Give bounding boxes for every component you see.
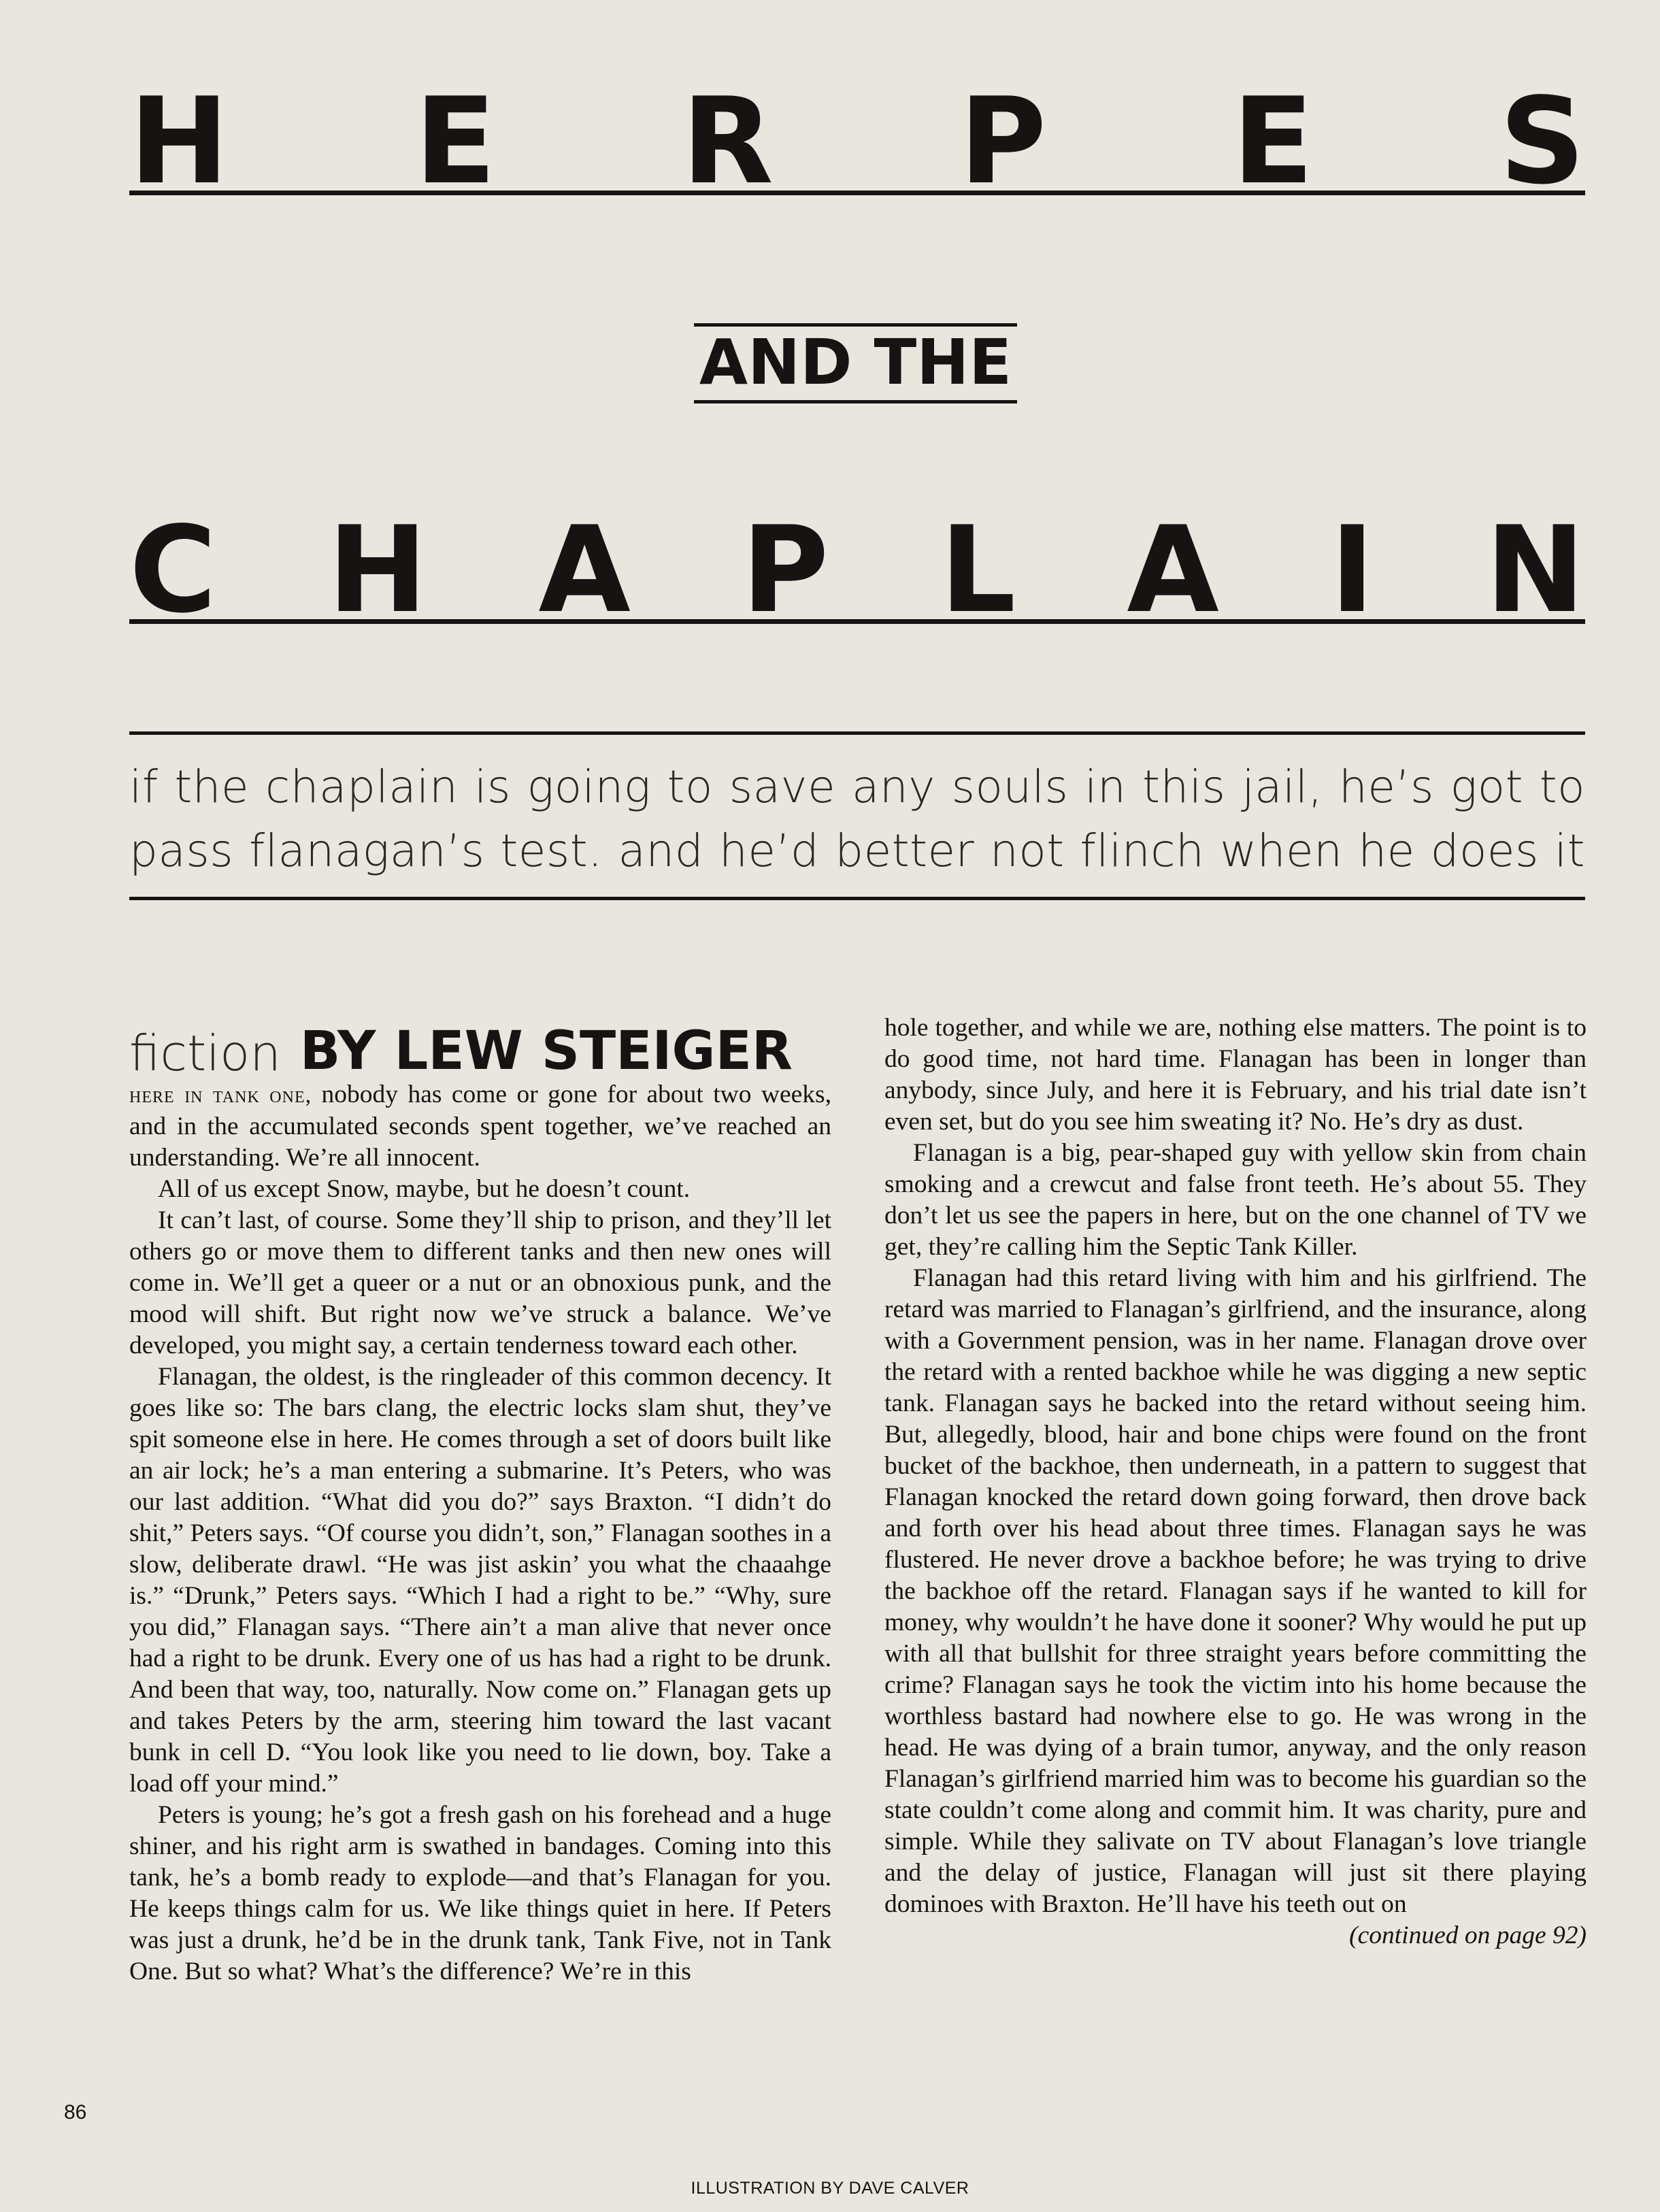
paragraph: hole together, and while we are, nothing else matters. The point is to do good time, not hard time. Flanagan has been in longer than anybody, since July, and here it is February, and his trial date isn’t even set, but do you see him sweating it? No. He’s dry as dust. (884, 1014, 1587, 1136)
title-and-the: AND THE (694, 323, 1017, 403)
deck-line: if the chaplain is going to save any souls in this jail, he’s got to (129, 761, 1585, 813)
title-letter: I (1330, 501, 1375, 640)
title-letter: C (129, 501, 217, 640)
deck (129, 755, 1585, 883)
title-letter: A (1127, 501, 1219, 640)
paragraph: Flanagan is a big, pear-shaped guy with yellow skin from chain smoking and a crewcut and false front teeth. He’s about 55. They don’t let us see the papers in here, but on the one channel of TV we get, they’re calling him the Septic Tank Killer. (884, 1139, 1587, 1261)
title-letter: E (1232, 72, 1314, 211)
paragraph: It can’t last, of course. Some they’ll ship to prison, and they’ll let others go or move them to different tanks and then new ones will come in. We’ll get a queer or a nut or an obnoxious punk, and the mood will shift. But right now we’ve struck a balance. We’ve developed, you might say, a certain tenderness toward each other. (129, 1206, 831, 1359)
title-letter: L (940, 501, 1016, 640)
title-letter: R (682, 72, 774, 211)
deck-line: pass flanagan’s test. and he’d better not flinch when he does it (129, 825, 1585, 877)
title-letter: A (538, 501, 631, 640)
title-letter: P (742, 501, 829, 640)
title-herpes (129, 72, 1585, 211)
paragraph: Peters is young; he’s got a fresh gash on his forehead and a huge shiner, and his right arm is swathed in bandages. Coming into this tank, he’s a bomb ready to explode—and that’s Flanagan for you. He keeps things calm for us. We like things quiet in here. If Peters was just a drunk, he’d be in the drunk tank, Tank Five, not in Tank One. But so what? What’s the difference? We’re in this (129, 1801, 831, 1985)
body-column-left (129, 1012, 831, 1987)
paragraph (129, 1079, 831, 1174)
body-column-right (884, 1012, 1587, 1951)
paragraph (884, 1263, 1587, 1949)
title-letter: S (1499, 72, 1585, 211)
title-letter: N (1485, 501, 1585, 640)
paragraph: All of us except Snow, maybe, but he doesn’t count. (158, 1175, 691, 1203)
title-letter: P (959, 72, 1047, 211)
paragraph-text: Flanagan had this retard living with him and his girlfriend. The retard was married to Flanagan’s girlfriend, and the insurance, along with a Government pension, was in her name. Flanagan drove over the retard with a rented backhoe while he was digging a new septic tank. Flanagan says he backed into the retard without seeing him. But, allegedly, blood, hair and bone chips were found on the front bucket of the backhoe, then underneath, in a pattern to suggest that Flanagan knocked the retard down going forward, then drove back and forth over his head about three times. Flanagan says he was flustered. He never drove a backhoe before; he was trying to drive the backhoe off the retard. Flanagan says if he wanted to kill for money, why wouldn’t he have done it sooner? Why would he put up with all that bullshit for three straight years before committing the crime? Flanagan says he took the victim into his home because the worthless bastard had nowhere else to go. He was wrong in the head. He was dying of a brain tumor, anyway, and the only reason Flanagan’s girlfriend married him was to become his guardian so the state couldn’t come along and commit him. It was charity, pure and simple. While they salivate on TV about Flanagan’s love triangle and the delay of justice, Flanagan will just sit there playing dominoes with Braxton. He’ll have his teeth out on (884, 1264, 1587, 1918)
byline (129, 1012, 831, 1082)
deck-rule-bottom (129, 897, 1585, 900)
title-letter: H (327, 501, 428, 640)
illustration-credit: ILLUSTRATION BY DAVE CALVER (691, 2179, 969, 2198)
lead-in: here in tank one, (129, 1083, 312, 1108)
paragraph-text: nobody has come or gone for about two weeks, and in the accumulated seconds spent together, we’ve reached an understanding. We’re all innocent. (129, 1080, 831, 1172)
title-letter: E (414, 72, 497, 211)
paragraph: Flanagan, the oldest, is the ringleader of this common decency. It goes like so: The bars clang, the electric locks slam shut, they’ve spit someone else in here. He comes through a set of doors built like an air lock; he’s a man entering a submarine. It’s Peters, who was our last addition. “What did you do?” says Braxton. “I didn’t do shit,” Peters says. “Of course you didn’t, son,” Flanagan soothes in a slow, deliberate drawl. “He was jist askin’ you what the chaaahge is.” “Drunk,” Peters says. “Which I had a right to be.” “Why, sure you did,” Flanagan says. “There ain’t a man alive that never once had a right to be drunk. Every one of us has had a right to be drunk. And been that way, too, naturally. Now come on.” Flanagan gets up and takes Peters by the arm, steering him toward the last vacant bunk in cell D. “You look like you need to lie down, boy. Take a load off your mind.” (129, 1363, 831, 1798)
byline-label: fiction (129, 1025, 281, 1082)
title-letter: H (129, 72, 229, 211)
page-number: 86 (64, 2101, 87, 2124)
byline-author: BY LEW STEIGER (299, 1021, 793, 1082)
title-chaplain (129, 501, 1585, 640)
continued-note: (continued on page 92) (1349, 1921, 1587, 1949)
deck-rule-top (129, 731, 1585, 735)
